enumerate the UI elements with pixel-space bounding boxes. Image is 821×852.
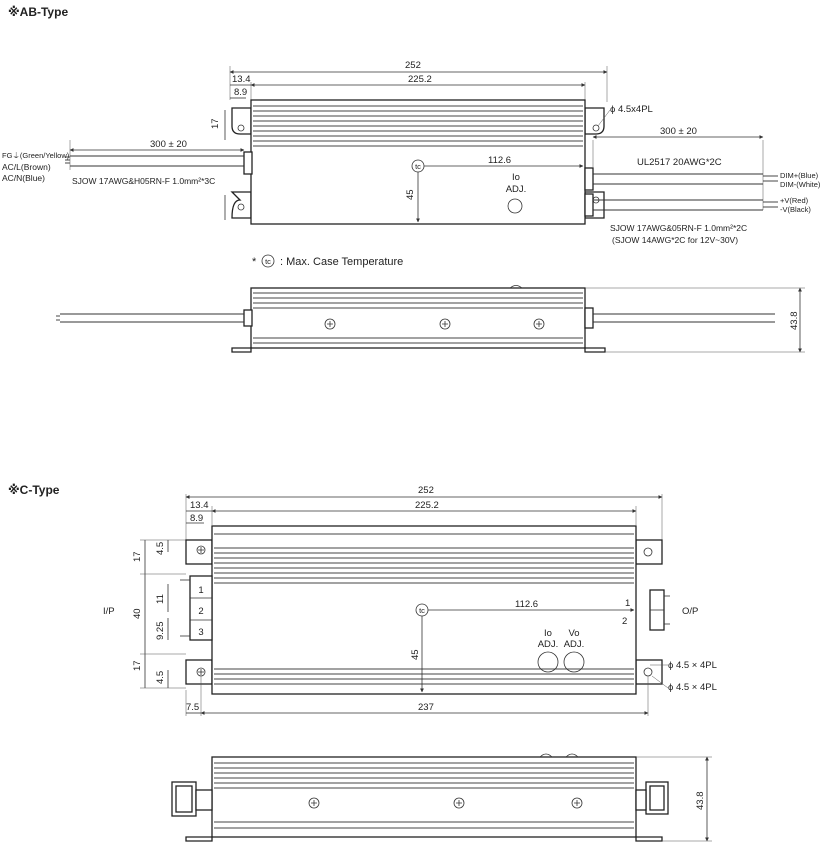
- ab-legend-text: : Max. Case Temperature: [280, 256, 404, 268]
- ab-legend-tc-label: tc: [265, 257, 271, 266]
- ab-dim-inner: 225.2: [408, 74, 432, 85]
- c-hole-note-1: ϕ 4.5 × 4PL: [668, 660, 717, 671]
- ab-side-view: [56, 286, 805, 353]
- c-output-terminal-2: 2: [622, 616, 628, 627]
- ab-output-cable-spec-2: (SJOW 14AWG*2C for 12V~30V): [612, 235, 739, 245]
- c-dim-11: 11: [155, 594, 166, 604]
- ab-tc-label: tc: [415, 162, 421, 171]
- ab-side-case: [251, 288, 585, 348]
- ab-input-cable-spec: SJOW 17AWG&H05RN-F 1.0mm²*3C: [72, 176, 216, 186]
- ab-ul-cable-spec: UL2517 20AWG*2C: [637, 157, 722, 168]
- ab-io-label: Io: [512, 172, 520, 183]
- ab-io-adj-label: ADJ.: [505, 184, 527, 195]
- ab-input-acl: AC/L(Brown): [2, 162, 51, 172]
- ab-height: 43.8: [789, 311, 800, 330]
- ab-dim-plus-wire: DIM+(Blue): [780, 171, 819, 180]
- ab-dim-minus-wire: DIM-(White): [780, 180, 821, 189]
- c-output-terminal-1: 1: [625, 598, 631, 609]
- ab-top-view: [232, 100, 604, 224]
- ab-top-dimensions: [230, 60, 607, 102]
- c-side-view: [172, 754, 712, 841]
- ab-input-acn: AC/N(Blue): [2, 173, 45, 183]
- c-dim-17-top: 17: [132, 551, 143, 562]
- ab-dim-112-6: 112.6: [488, 155, 512, 166]
- c-top-view: [180, 526, 698, 694]
- c-height: 43.8: [695, 791, 706, 810]
- c-vo-adj-label: ADJ.: [563, 639, 585, 650]
- c-type-section: [8, 483, 717, 841]
- c-type-title: ※C-Type: [8, 483, 60, 497]
- c-dim-9-25: 9.25: [155, 621, 166, 640]
- ab-dim-8-9: 8.9: [234, 87, 248, 98]
- ab-input-cable: [2, 139, 244, 186]
- ab-input-length: 300 ± 20: [150, 139, 187, 150]
- c-dim-4-5-bot: 4.5: [155, 670, 166, 684]
- ab-case-temp-legend: [252, 255, 403, 268]
- ab-output-gland-lower: [585, 194, 593, 216]
- c-dim-13-4: 13.4: [190, 500, 209, 511]
- c-dim-7-5: 7.5: [186, 702, 200, 713]
- ab-type-section: [2, 5, 821, 352]
- ab-hole-note: ϕ 4.5x4PL: [610, 104, 653, 115]
- c-io-label: Io: [544, 628, 552, 639]
- ab-output-gland-upper: [585, 168, 593, 190]
- c-input-label: I/P: [103, 606, 115, 617]
- ab-input-gland: [244, 152, 252, 174]
- ab-dim-13-4: 13.4: [232, 74, 251, 85]
- c-dim-40: 40: [132, 608, 143, 619]
- c-vo-label: Vo: [568, 628, 580, 639]
- c-terminal-3: 3: [198, 627, 204, 638]
- ab-legend-asterisk: *: [252, 256, 257, 268]
- ab-v-minus-wire: -V(Black): [780, 205, 811, 214]
- c-dim-17-bot: 17: [132, 660, 143, 671]
- c-side-case: [212, 757, 636, 837]
- c-dim-8-9: 8.9: [190, 513, 204, 524]
- c-dim-total: 252: [418, 485, 434, 496]
- c-dim-45: 45: [410, 649, 421, 660]
- c-terminal-2: 2: [198, 606, 204, 617]
- c-hole-note-2: ϕ 4.5 × 4PL: [668, 682, 717, 693]
- ab-dim-total: 252: [405, 60, 421, 71]
- c-dim-inner: 225.2: [415, 500, 439, 511]
- c-input-terminal-block: [180, 576, 212, 640]
- ab-output-cable: [593, 126, 821, 245]
- c-dim-112-6: 112.6: [515, 599, 539, 610]
- ab-dim-17: 17: [210, 118, 221, 129]
- ab-input-fg: FG⏚(Green/Yellow): [2, 151, 70, 160]
- ab-output-length: 300 ± 20: [660, 126, 697, 137]
- ab-dim-45: 45: [405, 189, 416, 200]
- c-tc-label: tc: [419, 606, 425, 615]
- ab-output-cable-spec-1: SJOW 17AWG&05RN-F 1.0mm²*2C: [610, 223, 748, 233]
- c-io-adj-label: ADJ.: [537, 639, 559, 650]
- c-terminal-1: 1: [198, 585, 204, 596]
- ab-type-title: ※AB-Type: [8, 5, 69, 19]
- ab-v-plus-wire: +V(Red): [780, 196, 809, 205]
- c-dim-4-5-top: 4.5: [155, 541, 166, 555]
- c-dim-237: 237: [418, 702, 434, 713]
- c-output-label: O/P: [682, 606, 699, 617]
